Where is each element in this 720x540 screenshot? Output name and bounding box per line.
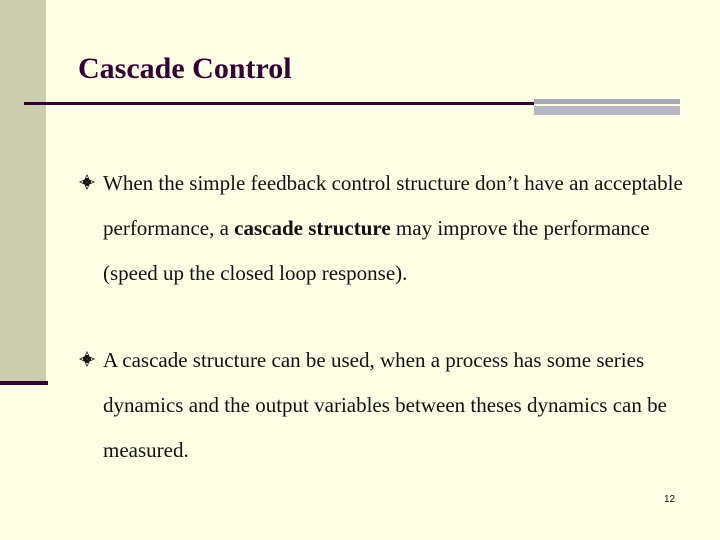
side-underline (0, 381, 48, 385)
diamond-bullet-icon (78, 173, 96, 191)
bullet-text: A cascade structure can be used, when a process has some series dynamics and the output variables between theses dynamics can be measured. (103, 348, 667, 462)
bullet-item (78, 161, 688, 296)
side-band (0, 0, 46, 384)
bullet-text: When the simple feedback control structure don’t have an acceptable performance, a cascade structure may improve the performance (speed up the closed loop response). (103, 171, 683, 285)
page-number: 12 (664, 494, 676, 505)
title-rule (24, 102, 534, 105)
bold-term: cascade structure (234, 216, 391, 240)
title-rule-accent-bottom (534, 106, 680, 115)
bullet-item (78, 338, 688, 473)
title-rule-accent-top (534, 99, 680, 104)
diamond-bullet-icon (78, 350, 96, 368)
slide-title: Cascade Control (78, 52, 292, 85)
